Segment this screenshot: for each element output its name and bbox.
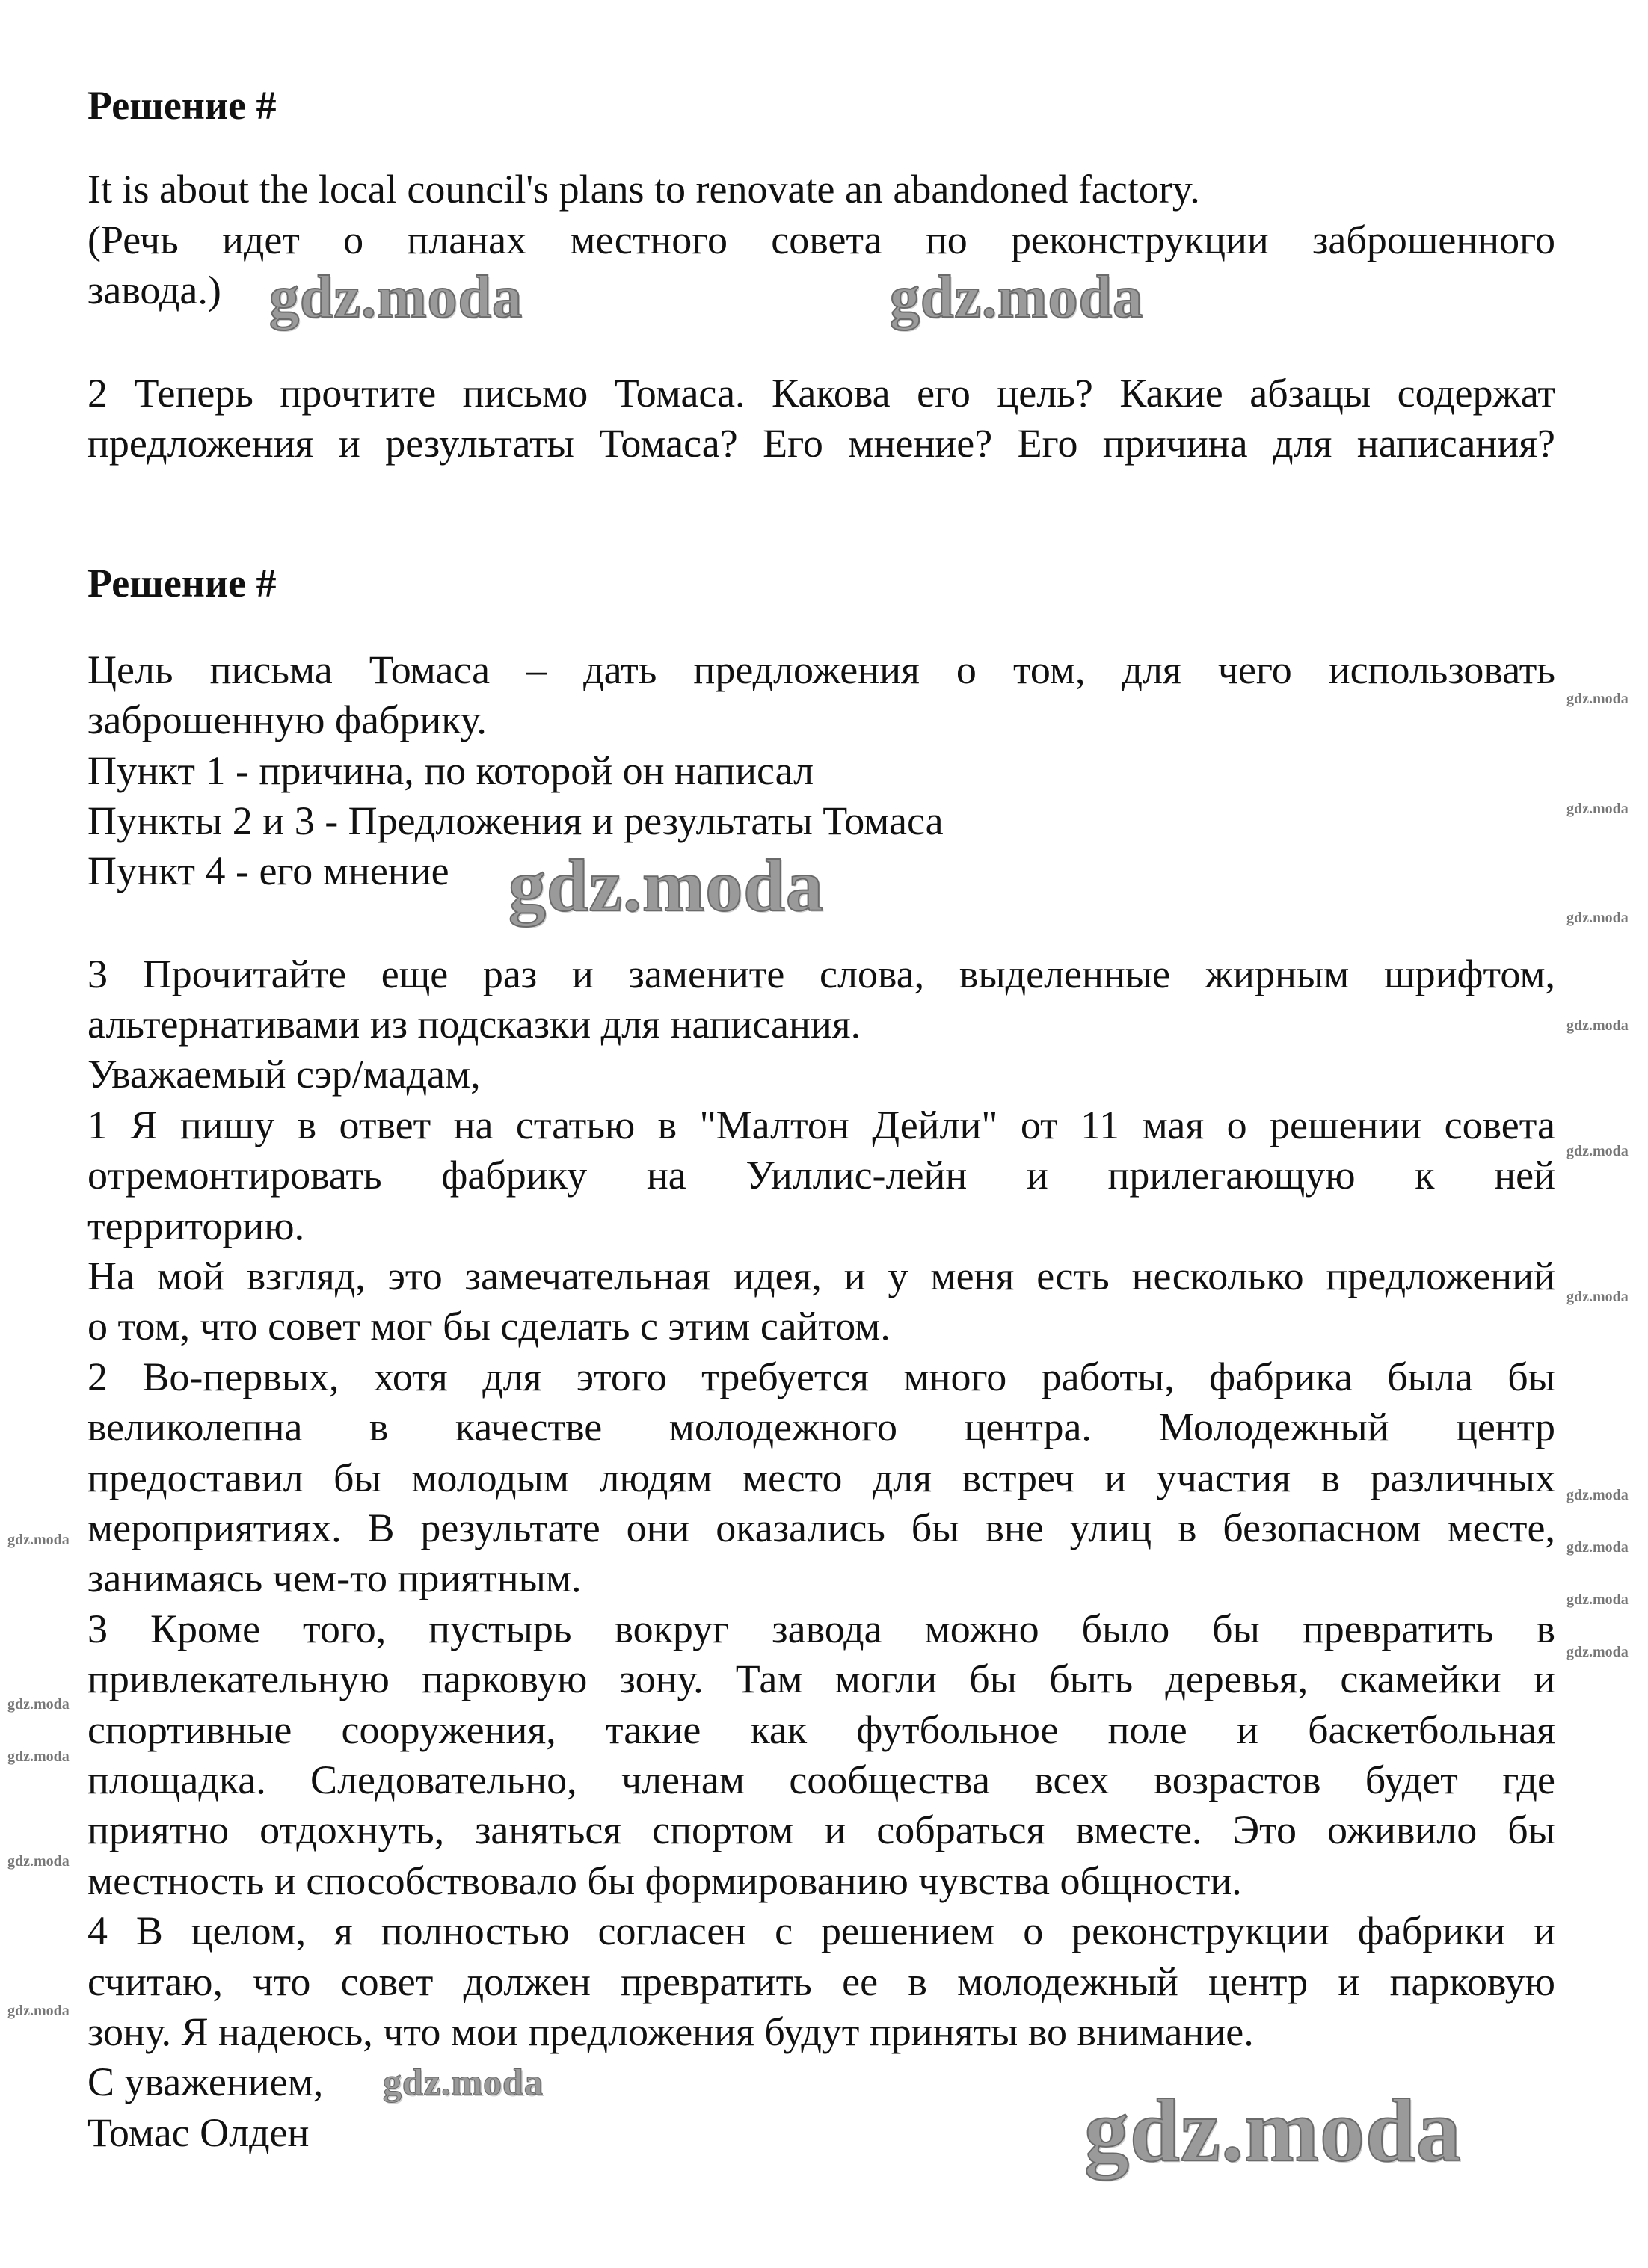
text-line: предложения и результаты Томаса? Его мнение? Его причина для написания?	[87, 420, 1555, 466]
watermark-logo: gdz.moda	[7, 1748, 70, 1765]
text-line: 2 Во-первых, хотя для этого требуется много работы, фабрика была бы	[87, 1354, 1555, 1399]
text-line: великолепна в качестве молодежного центра. Молодежный центр	[87, 1405, 1555, 1450]
text-line: площадка. Следовательно, членам сообщества всех возрастов будет где	[87, 1757, 1555, 1802]
text-line: территорию.	[87, 1203, 305, 1248]
watermark-logo: gdz.moda	[1566, 1487, 1629, 1503]
text-line: занимаясь чем-то приятным.	[87, 1556, 582, 1601]
text-line: Пункт 4 - его мнение	[87, 848, 449, 894]
watermark-logo: gdz.moda	[7, 1696, 70, 1713]
text-line: предоставил бы молодым людям место для встреч и участия в различных	[87, 1455, 1555, 1500]
text-line: Томас Олден	[87, 2110, 310, 2155]
watermark-logo: gdz.moda	[890, 265, 1144, 330]
text-line: отремонтировать фабрику на Уиллис-лейн и прилегающую к ней	[87, 1153, 1555, 1198]
text-line: Уважаемый сэр/мадам,	[87, 1052, 481, 1097]
text-line: Пункты 2 и 3 - Предложения и результаты Томаса	[87, 798, 944, 843]
watermark-logo: gdz.moda	[7, 2003, 70, 2019]
text-line: мероприятиях. В результате они оказались бы вне улиц в безопасном месте,	[87, 1505, 1555, 1550]
watermark-logo: gdz.moda	[508, 844, 824, 927]
solution-heading-block	[87, 81, 1555, 131]
text-line: 3 Кроме того, пустырь вокруг завода можно было бы превратить в	[87, 1606, 1555, 1651]
text-line: считаю, что совет должен превратить ее в молодежный центр и парковую	[87, 1959, 1555, 2004]
text-line: о том, что совет мог бы сделать с этим сайтом.	[87, 1304, 891, 1349]
text-line: (Речь идет о планах местного совета по реконструкции заброшенного	[87, 217, 1555, 262]
text-line: Цель письма Томаса – дать предложения о том, для чего использовать	[87, 647, 1555, 692]
watermark-logo: gdz.moda	[1566, 1644, 1629, 1660]
watermark-logo: gdz.moda	[1566, 1539, 1629, 1556]
watermark-logo: gdz.moda	[1566, 910, 1629, 926]
text-line: местность и способствовало бы формированию чувства общности.	[87, 1858, 1242, 1903]
watermark-logo: gdz.moda	[7, 1532, 70, 1548]
watermark-logo: gdz.moda	[269, 265, 523, 330]
text-line: It is about the local council's plans to renovate an abandoned factory.	[87, 167, 1200, 212]
text-line: 2 Теперь прочтите письмо Томаса. Какова его цель? Какие абзацы содержат	[87, 370, 1555, 416]
watermark-logo: gdz.moda	[1566, 691, 1629, 707]
solution-heading: Решение #	[87, 561, 277, 606]
text-line: завода.)	[87, 268, 221, 313]
text-line: 4 В целом, я полностью согласен с решением о реконструкции фабрики и	[87, 1908, 1555, 1954]
text-line: На мой взгляд, это замечательная идея, и у меня есть несколько предложений	[87, 1254, 1555, 1299]
text-line: 1 Я пишу в ответ на статью в "Малтон Дейли" от 11 мая о решении совета	[87, 1102, 1555, 1147]
solution-heading-block	[87, 558, 1555, 608]
text-line: 3 Прочитайте еще раз и замените слова, выделенные жирным шрифтом,	[87, 951, 1555, 996]
text-line: альтернативами из подсказки для написания.	[87, 1002, 861, 1047]
solution-heading: Решение #	[87, 83, 277, 128]
text-line: спортивные сооружения, такие как футбольное поле и баскетбольная	[87, 1707, 1555, 1752]
watermark-logo: gdz.moda	[1566, 1143, 1629, 1159]
text-block	[87, 949, 1555, 2158]
watermark-logo: gdz.moda	[7, 1853, 70, 1870]
text-line: заброшенную фабрику.	[87, 697, 487, 743]
text-line: зону. Я надеюсь, что мои предложения будут приняты во внимание.	[87, 2009, 1254, 2054]
watermark-logo: gdz.moda	[1566, 1017, 1629, 1034]
document-body	[87, 81, 1555, 2158]
text-line: С уважением,	[87, 2059, 324, 2105]
text-line: привлекательную парковую зону. Там могли бы быть деревья, скамейки и	[87, 1657, 1555, 1702]
text-line: приятно отдохнуть, заняться спортом и собраться вместе. Это оживило бы	[87, 1808, 1555, 1853]
watermark-logo: gdz.moda	[1566, 1289, 1629, 1305]
text-line: Пункт 1 - причина, по которой он написал	[87, 748, 814, 793]
watermark-logo: gdz.moda	[1566, 1591, 1629, 1608]
text-block	[87, 369, 1555, 469]
watermark-logo: gdz.moda	[1084, 2080, 1462, 2180]
watermark-logo: gdz.moda	[383, 2061, 544, 2103]
watermark-logo: gdz.moda	[1566, 801, 1629, 817]
